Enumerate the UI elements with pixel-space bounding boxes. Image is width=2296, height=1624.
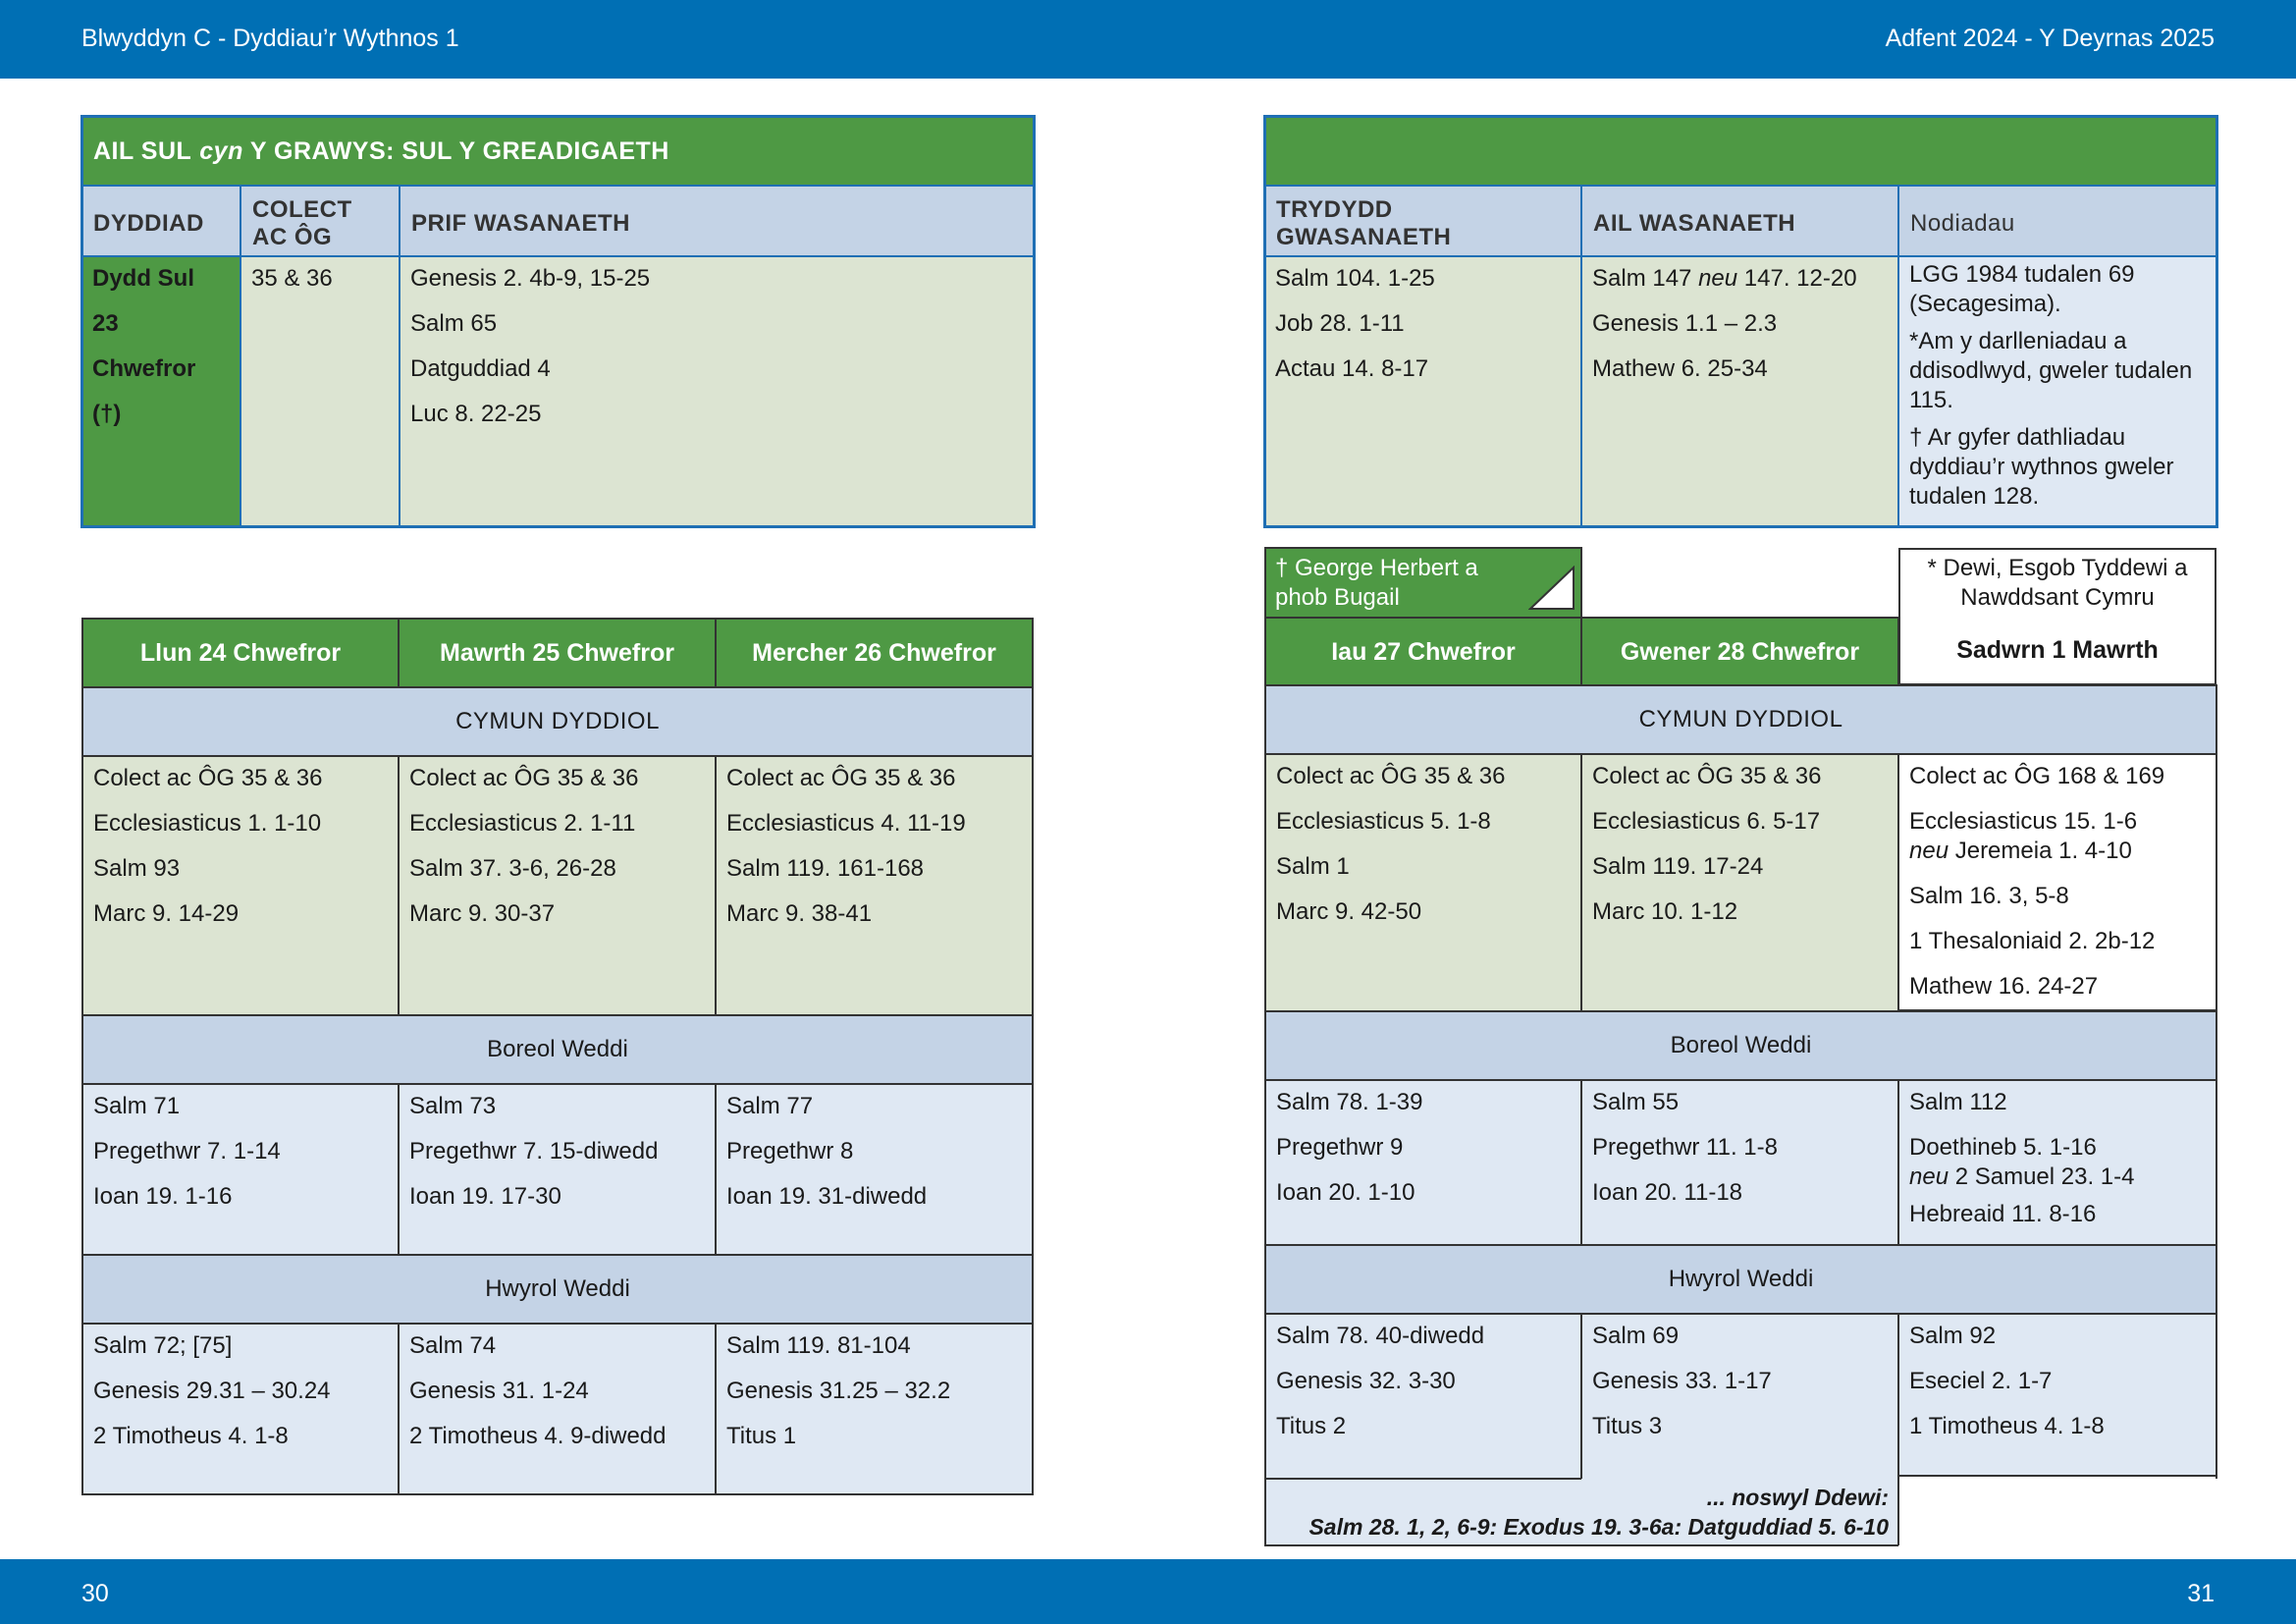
reading: 1 Thesaloniaid 2. 2b-12 [1909, 928, 2156, 954]
reading: Mathew 6. 25-34 [1592, 355, 1768, 382]
reading: Ecclesiasticus 2. 1-11 [409, 810, 636, 837]
reading: Salm 55 [1592, 1089, 1680, 1115]
reading: Marc 9. 30-37 [409, 900, 556, 927]
reading: Marc 9. 42-50 [1276, 898, 1422, 925]
reading: Salm 73 [409, 1093, 497, 1119]
hwyrol-cell [716, 1324, 1033, 1494]
sunday-table-left-border [80, 115, 1036, 528]
collect-value: 35 & 36 [251, 265, 333, 292]
date-line: Chwefror [92, 355, 196, 382]
reading: Salm 69 [1592, 1323, 1680, 1349]
date-line: (†) [92, 401, 122, 427]
cymun-cell-saturday [1898, 754, 2216, 1011]
boreol-cell [399, 1084, 716, 1255]
reading: Salm 37. 3-6, 26-28 [409, 855, 616, 882]
reading: 2 Timotheus 4. 1-8 [93, 1423, 289, 1449]
hwyrol-cell [399, 1324, 716, 1494]
hwyrol-cell [82, 1324, 399, 1494]
sunday-title-italic: cyn [199, 136, 243, 165]
cymun-band: CYMUN DYDDIOL [82, 687, 1033, 756]
reading: Salm 119. 81-104 [726, 1332, 911, 1359]
header-notes: Nodiadau [1898, 186, 2216, 256]
header-right-title: Adfent 2024 - Y Deyrnas 2025 [1885, 25, 2215, 52]
reading: 1 Timotheus 4. 1-8 [1909, 1413, 2105, 1439]
reading: Actau 14. 8-17 [1275, 355, 1429, 382]
date-line: 23 [92, 310, 119, 337]
herbert-tab [1265, 548, 1581, 618]
reading: Pregethwr 9 [1276, 1134, 1404, 1161]
header-third-service: TRYDYDD GWASANAETH [1264, 186, 1581, 256]
hwyrol-band: Hwyrol Weddi [82, 1255, 1033, 1324]
reading: 2 Timotheus 4. 9-diwedd [409, 1423, 667, 1449]
reading: Salm 93 [93, 855, 181, 882]
day-header-saturday: Sadwrn 1 Mawrth [1956, 636, 2159, 664]
reading: Titus 2 [1276, 1413, 1347, 1439]
reading: Salm 74 [409, 1332, 497, 1359]
boreol-cell [1265, 1080, 1581, 1245]
page-footer-bar [0, 1559, 2296, 1624]
reading: Salm 119. 17-24 [1592, 853, 1764, 880]
reading: Salm 77 [726, 1093, 814, 1119]
reading: Genesis 33. 1-17 [1592, 1368, 1772, 1394]
reading: Genesis 31. 1-24 [409, 1378, 589, 1404]
boreol-cell [1581, 1080, 1898, 1245]
reading: Ecclesiasticus 6. 5-17 [1592, 808, 1821, 835]
boreol-cell [82, 1084, 399, 1255]
cymun-cell [716, 756, 1033, 1015]
reading: Salm 92 [1909, 1323, 1997, 1349]
header-second-service: AIL WASANAETH [1581, 186, 1898, 256]
reading: Colect ac ÔG 168 & 169 [1909, 763, 2165, 789]
reading: Pregethwr 8 [726, 1138, 854, 1164]
reading: Colect ac ÔG 35 & 36 [726, 765, 956, 791]
reading: Ioan 20. 11-18 [1592, 1179, 1743, 1206]
reading: Marc 9. 14-29 [93, 900, 240, 927]
reading: Pregethwr 7. 1-14 [93, 1138, 281, 1164]
reading: Hebreaid 11. 8-16 [1909, 1201, 2097, 1227]
day-header-tuesday: Mawrth 25 Chwefror [399, 619, 716, 687]
reading: Ecclesiasticus 1. 1-10 [93, 810, 322, 837]
reading: Genesis 2. 4b-9, 15-25 [410, 265, 651, 292]
note: LGG 1984 tudalen 69 (Secagesima). [1909, 261, 2135, 317]
boreol-cell [716, 1084, 1033, 1255]
note: † Ar gyfer dathliadau dyddiau’r wythnos gweler tudalen 128. [1909, 424, 2174, 510]
herbert-tab-text: † George Herbert a phob Bugail [1275, 555, 1478, 611]
reading: Ecclesiasticus 4. 11-19 [726, 810, 966, 837]
dewi-note: * Dewi, Esgob Tyddewi a Nawddsant Cymru [1927, 555, 2188, 611]
note: *Am y darlleniadau a ddisodlwyd, gweler tudalen 115. [1909, 328, 2193, 413]
reading: Salm 71 [93, 1093, 181, 1119]
reading: Salm 72; [75] [93, 1332, 233, 1359]
reading: Luc 8. 22-25 [410, 401, 542, 427]
reading: Ecclesiasticus 5. 1-8 [1276, 808, 1491, 835]
reading: Ioan 19. 31-diwedd [726, 1183, 928, 1210]
hwyrol-cell [1581, 1314, 1898, 1479]
reading: Ioan 19. 1-16 [93, 1183, 233, 1210]
reading: Colect ac ÔG 35 & 36 [1276, 763, 1506, 789]
reading: Salm 104. 1-25 [1275, 265, 1435, 292]
reading: Colect ac ÔG 35 & 36 [93, 765, 323, 791]
folded-corner-icon [1528, 566, 1575, 611]
reading: Salm 112 [1909, 1089, 2007, 1115]
reading: Colect ac ÔG 35 & 36 [1592, 763, 1822, 789]
header-collect: COLECT AC ÔG [240, 186, 400, 256]
reading: Salm 65 [410, 310, 498, 337]
cymun-cell [1265, 754, 1581, 1011]
boreol-band: Boreol Weddi [82, 1015, 1033, 1084]
reading: Salm 119. 161-168 [726, 855, 925, 882]
page-number-left: 30 [81, 1580, 109, 1607]
reading: Salm 1 [1276, 853, 1350, 880]
eve-readings-box [1265, 1479, 1898, 1545]
header-left-title: Blwyddyn C - Dyddiau’r Wythnos 1 [81, 25, 459, 52]
date-line: Dydd Sul [92, 265, 195, 292]
header-principal-service: PRIF WASANAETH [400, 186, 1034, 256]
reading: Ioan 20. 1-10 [1276, 1179, 1415, 1206]
day-header-monday: Llun 24 Chwefror [82, 619, 399, 687]
day-header-wednesday: Mercher 26 Chwefror [716, 619, 1033, 687]
reading: Salm 78. 40-diwedd [1276, 1323, 1485, 1349]
reading: Ioan 19. 17-30 [409, 1183, 561, 1210]
reading: Genesis 31.25 – 32.2 [726, 1378, 951, 1404]
sunday-title-pre: AIL SUL [93, 136, 192, 165]
reading: Genesis 1.1 – 2.3 [1592, 310, 1778, 337]
eve-readings: Salm 28. 1, 2, 6-9: Exodus 19. 3-6a: Datguddiad 5. 6-10 [1308, 1514, 1889, 1540]
dewi-note-box [1898, 548, 2216, 685]
day-header-friday: Gwener 28 Chwefror [1581, 619, 1898, 685]
reading: Eseciel 2. 1-7 [1909, 1368, 2053, 1394]
reading: Salm 16. 3, 5-8 [1909, 883, 2069, 909]
boreol-cell-saturday [1898, 1080, 2216, 1245]
reading: Titus 3 [1592, 1413, 1663, 1439]
reading: Pregethwr 11. 1-8 [1592, 1134, 1778, 1161]
sunday-table-right-border [1263, 115, 2218, 528]
reading: Doethineb 5. 1-16 neu 2 Samuel 23. 1-4 [1909, 1134, 2135, 1190]
page-number-right: 31 [2187, 1580, 2215, 1607]
cymun-cell [1581, 754, 1898, 1011]
cymun-cell [399, 756, 716, 1015]
reading: Salm 147 neu 147. 12-20 [1592, 265, 1857, 292]
cymun-band: CYMUN DYDDIOL [1265, 685, 2216, 754]
hwyrol-band: Hwyrol Weddi [1265, 1245, 2216, 1314]
reading: Job 28. 1-11 [1275, 310, 1405, 337]
reading: Ecclesiasticus 15. 1-6 neu Jeremeia 1. 4-10 [1909, 808, 2138, 864]
reading: Genesis 29.31 – 30.24 [93, 1378, 331, 1404]
reading: Pregethwr 7. 15-diwedd [409, 1138, 659, 1164]
sunday-title-post: Y GRAWYS: SUL Y GREADIGAETH [242, 136, 669, 165]
hwyrol-cell [1265, 1314, 1581, 1479]
eve-label: ... noswyl Ddewi: [1706, 1485, 1889, 1510]
reading: Titus 1 [726, 1423, 797, 1449]
reading: Colect ac ÔG 35 & 36 [409, 765, 639, 791]
hwyrol-cell-saturday [1898, 1314, 2216, 1475]
reading: Genesis 32. 3-30 [1276, 1368, 1456, 1394]
day-header-thursday: Iau 27 Chwefror [1265, 619, 1581, 685]
reading: Salm 78. 1-39 [1276, 1089, 1423, 1115]
boreol-band: Boreol Weddi [1265, 1011, 2216, 1080]
page-header-bar [0, 0, 2296, 79]
reading: Mathew 16. 24-27 [1909, 973, 2099, 1000]
cymun-cell [82, 756, 399, 1015]
reading: Marc 9. 38-41 [726, 900, 873, 927]
header-date: DYDDIAD [81, 186, 240, 256]
reading: Marc 10. 1-12 [1592, 898, 1738, 925]
reading: Datguddiad 4 [410, 355, 551, 382]
